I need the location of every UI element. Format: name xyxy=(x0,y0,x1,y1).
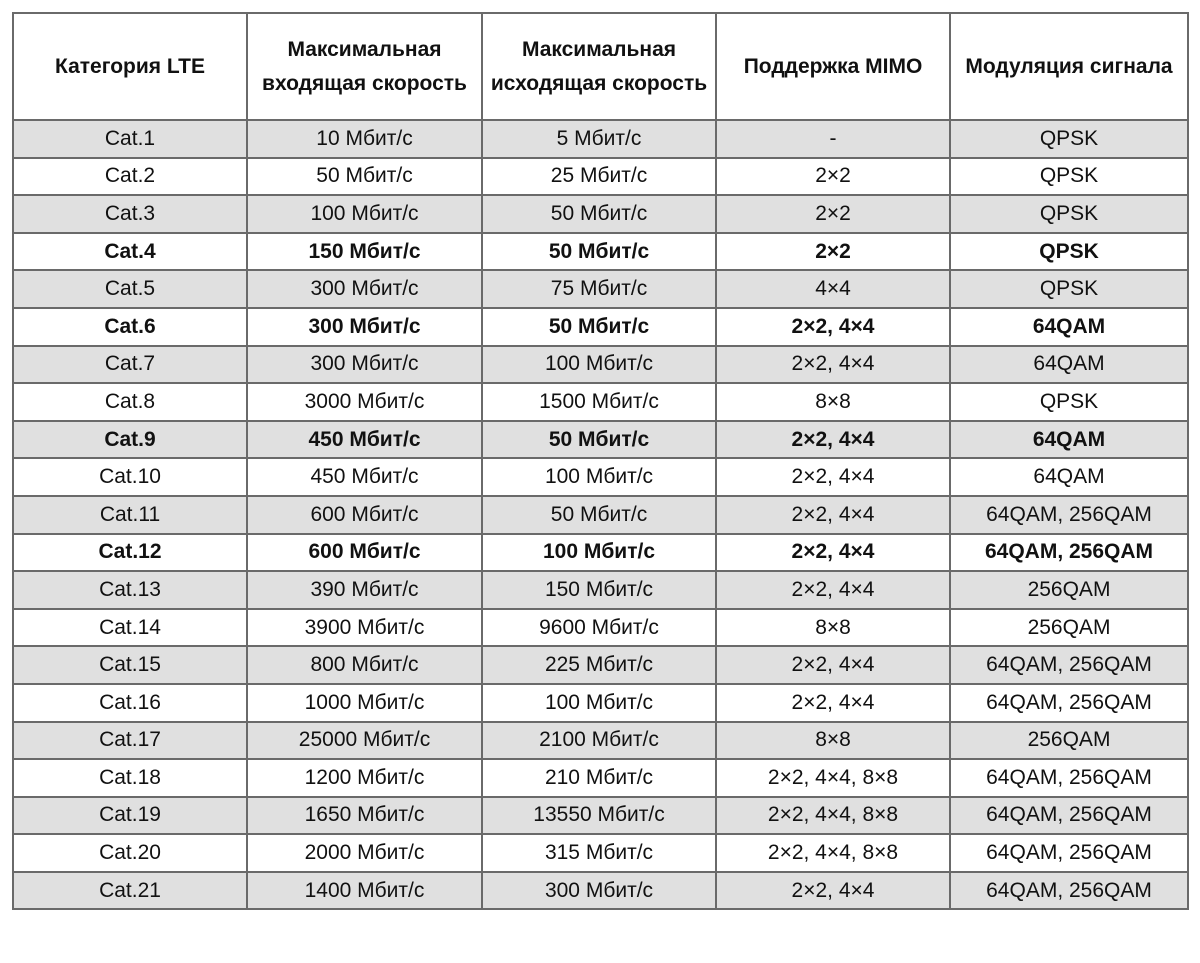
table-row xyxy=(13,797,1188,835)
cell-max-upload: 210 Мбит/с xyxy=(482,759,716,797)
cell-modulation: 256QAM xyxy=(950,722,1188,760)
cell-max-upload: 300 Мбит/с xyxy=(482,872,716,910)
cell-mimo: 2×2 xyxy=(716,233,950,271)
cell-max-upload: 75 Мбит/с xyxy=(482,270,716,308)
cell-category: Cat.16 xyxy=(13,684,247,722)
cell-category: Cat.18 xyxy=(13,759,247,797)
cell-max-download: 3000 Мбит/с xyxy=(247,383,482,421)
cell-max-download: 25000 Мбит/с xyxy=(247,722,482,760)
cell-modulation: QPSK xyxy=(950,233,1188,271)
table-row xyxy=(13,872,1188,910)
table-body xyxy=(13,120,1188,909)
cell-modulation: 64QAM, 256QAM xyxy=(950,797,1188,835)
lte-categories-table xyxy=(12,12,1189,910)
cell-category: Cat.2 xyxy=(13,158,247,196)
table-row xyxy=(13,458,1188,496)
cell-max-upload: 50 Мбит/с xyxy=(482,195,716,233)
cell-max-download: 390 Мбит/с xyxy=(247,571,482,609)
cell-mimo: 2×2, 4×4 xyxy=(716,872,950,910)
cell-mimo: 2×2, 4×4 xyxy=(716,646,950,684)
cell-max-download: 1000 Мбит/с xyxy=(247,684,482,722)
cell-max-upload: 13550 Мбит/с xyxy=(482,797,716,835)
cell-category: Cat.13 xyxy=(13,571,247,609)
cell-max-download: 300 Мбит/с xyxy=(247,270,482,308)
cell-max-upload: 100 Мбит/с xyxy=(482,346,716,384)
cell-modulation: 64QAM, 256QAM xyxy=(950,646,1188,684)
cell-category: Cat.1 xyxy=(13,120,247,158)
cell-max-upload: 25 Мбит/с xyxy=(482,158,716,196)
cell-max-download: 1200 Мбит/с xyxy=(247,759,482,797)
cell-max-download: 100 Мбит/с xyxy=(247,195,482,233)
cell-max-download: 600 Мбит/с xyxy=(247,534,482,572)
table-row xyxy=(13,383,1188,421)
cell-category: Cat.5 xyxy=(13,270,247,308)
cell-category: Cat.7 xyxy=(13,346,247,384)
cell-mimo: 2×2, 4×4 xyxy=(716,308,950,346)
table-row xyxy=(13,346,1188,384)
header-max-upload: Максимальная исходящая скорость xyxy=(482,13,716,120)
cell-max-upload: 50 Мбит/с xyxy=(482,496,716,534)
cell-modulation: 256QAM xyxy=(950,609,1188,647)
table-row xyxy=(13,759,1188,797)
cell-max-upload: 50 Мбит/с xyxy=(482,308,716,346)
cell-max-download: 10 Мбит/с xyxy=(247,120,482,158)
cell-category: Cat.10 xyxy=(13,458,247,496)
cell-mimo: 2×2, 4×4 xyxy=(716,496,950,534)
cell-max-upload: 50 Мбит/с xyxy=(482,233,716,271)
cell-mimo: 2×2, 4×4, 8×8 xyxy=(716,797,950,835)
cell-mimo: 2×2, 4×4, 8×8 xyxy=(716,834,950,872)
cell-modulation: 64QAM, 256QAM xyxy=(950,834,1188,872)
table-row xyxy=(13,195,1188,233)
cell-max-download: 2000 Мбит/с xyxy=(247,834,482,872)
cell-max-upload: 1500 Мбит/с xyxy=(482,383,716,421)
cell-max-download: 1400 Мбит/с xyxy=(247,872,482,910)
cell-modulation: 64QAM xyxy=(950,458,1188,496)
cell-modulation: 64QAM, 256QAM xyxy=(950,684,1188,722)
table-row xyxy=(13,120,1188,158)
table-row xyxy=(13,646,1188,684)
cell-max-upload: 100 Мбит/с xyxy=(482,458,716,496)
cell-mimo: - xyxy=(716,120,950,158)
cell-max-upload: 315 Мбит/с xyxy=(482,834,716,872)
cell-max-upload: 225 Мбит/с xyxy=(482,646,716,684)
table-row xyxy=(13,722,1188,760)
cell-mimo: 2×2, 4×4 xyxy=(716,346,950,384)
cell-modulation: QPSK xyxy=(950,120,1188,158)
cell-max-download: 150 Мбит/с xyxy=(247,233,482,271)
table-row xyxy=(13,571,1188,609)
cell-mimo: 2×2, 4×4 xyxy=(716,458,950,496)
cell-max-download: 300 Мбит/с xyxy=(247,308,482,346)
header-modulation: Модуляция сигнала xyxy=(950,13,1188,120)
table-row xyxy=(13,308,1188,346)
cell-modulation: QPSK xyxy=(950,270,1188,308)
table-row xyxy=(13,158,1188,196)
cell-mimo: 2×2, 4×4 xyxy=(716,534,950,572)
cell-modulation: 256QAM xyxy=(950,571,1188,609)
cell-max-upload: 150 Мбит/с xyxy=(482,571,716,609)
cell-category: Cat.19 xyxy=(13,797,247,835)
table-row xyxy=(13,534,1188,572)
cell-max-download: 450 Мбит/с xyxy=(247,458,482,496)
header-row xyxy=(13,13,1188,120)
cell-modulation: 64QAM, 256QAM xyxy=(950,496,1188,534)
cell-max-download: 300 Мбит/с xyxy=(247,346,482,384)
table-row xyxy=(13,270,1188,308)
table-row xyxy=(13,496,1188,534)
cell-max-upload: 2100 Мбит/с xyxy=(482,722,716,760)
cell-category: Cat.3 xyxy=(13,195,247,233)
cell-modulation: 64QAM xyxy=(950,346,1188,384)
cell-mimo: 8×8 xyxy=(716,383,950,421)
cell-category: Cat.11 xyxy=(13,496,247,534)
table-row xyxy=(13,609,1188,647)
cell-modulation: QPSK xyxy=(950,383,1188,421)
cell-category: Cat.8 xyxy=(13,383,247,421)
cell-modulation: 64QAM xyxy=(950,421,1188,459)
cell-max-upload: 50 Мбит/с xyxy=(482,421,716,459)
cell-max-download: 800 Мбит/с xyxy=(247,646,482,684)
cell-max-upload: 100 Мбит/с xyxy=(482,534,716,572)
cell-mimo: 2×2, 4×4, 8×8 xyxy=(716,759,950,797)
cell-max-download: 600 Мбит/с xyxy=(247,496,482,534)
cell-category: Cat.9 xyxy=(13,421,247,459)
cell-modulation: 64QAM, 256QAM xyxy=(950,534,1188,572)
cell-category: Cat.6 xyxy=(13,308,247,346)
cell-max-download: 3900 Мбит/с xyxy=(247,609,482,647)
cell-mimo: 2×2 xyxy=(716,158,950,196)
cell-mimo: 8×8 xyxy=(716,609,950,647)
cell-category: Cat.17 xyxy=(13,722,247,760)
header-category: Категория LTE xyxy=(13,13,247,120)
cell-modulation: QPSK xyxy=(950,158,1188,196)
cell-category: Cat.4 xyxy=(13,233,247,271)
cell-max-download: 1650 Мбит/с xyxy=(247,797,482,835)
cell-max-download: 50 Мбит/с xyxy=(247,158,482,196)
cell-max-upload: 100 Мбит/с xyxy=(482,684,716,722)
header-max-download: Максимальная входящая скорость xyxy=(247,13,482,120)
cell-modulation: 64QAM, 256QAM xyxy=(950,759,1188,797)
cell-max-upload: 9600 Мбит/с xyxy=(482,609,716,647)
cell-modulation: 64QAM xyxy=(950,308,1188,346)
cell-category: Cat.12 xyxy=(13,534,247,572)
cell-category: Cat.14 xyxy=(13,609,247,647)
cell-mimo: 2×2, 4×4 xyxy=(716,421,950,459)
table-row xyxy=(13,834,1188,872)
cell-mimo: 4×4 xyxy=(716,270,950,308)
cell-category: Cat.15 xyxy=(13,646,247,684)
cell-mimo: 2×2 xyxy=(716,195,950,233)
cell-max-download: 450 Мбит/с xyxy=(247,421,482,459)
table-row xyxy=(13,421,1188,459)
header-mimo: Поддержка MIMO xyxy=(716,13,950,120)
cell-modulation: QPSK xyxy=(950,195,1188,233)
cell-modulation: 64QAM, 256QAM xyxy=(950,872,1188,910)
cell-mimo: 2×2, 4×4 xyxy=(716,571,950,609)
table-row xyxy=(13,233,1188,271)
cell-mimo: 2×2, 4×4 xyxy=(716,684,950,722)
cell-category: Cat.21 xyxy=(13,872,247,910)
cell-category: Cat.20 xyxy=(13,834,247,872)
table-row xyxy=(13,684,1188,722)
cell-max-upload: 5 Мбит/с xyxy=(482,120,716,158)
cell-mimo: 8×8 xyxy=(716,722,950,760)
